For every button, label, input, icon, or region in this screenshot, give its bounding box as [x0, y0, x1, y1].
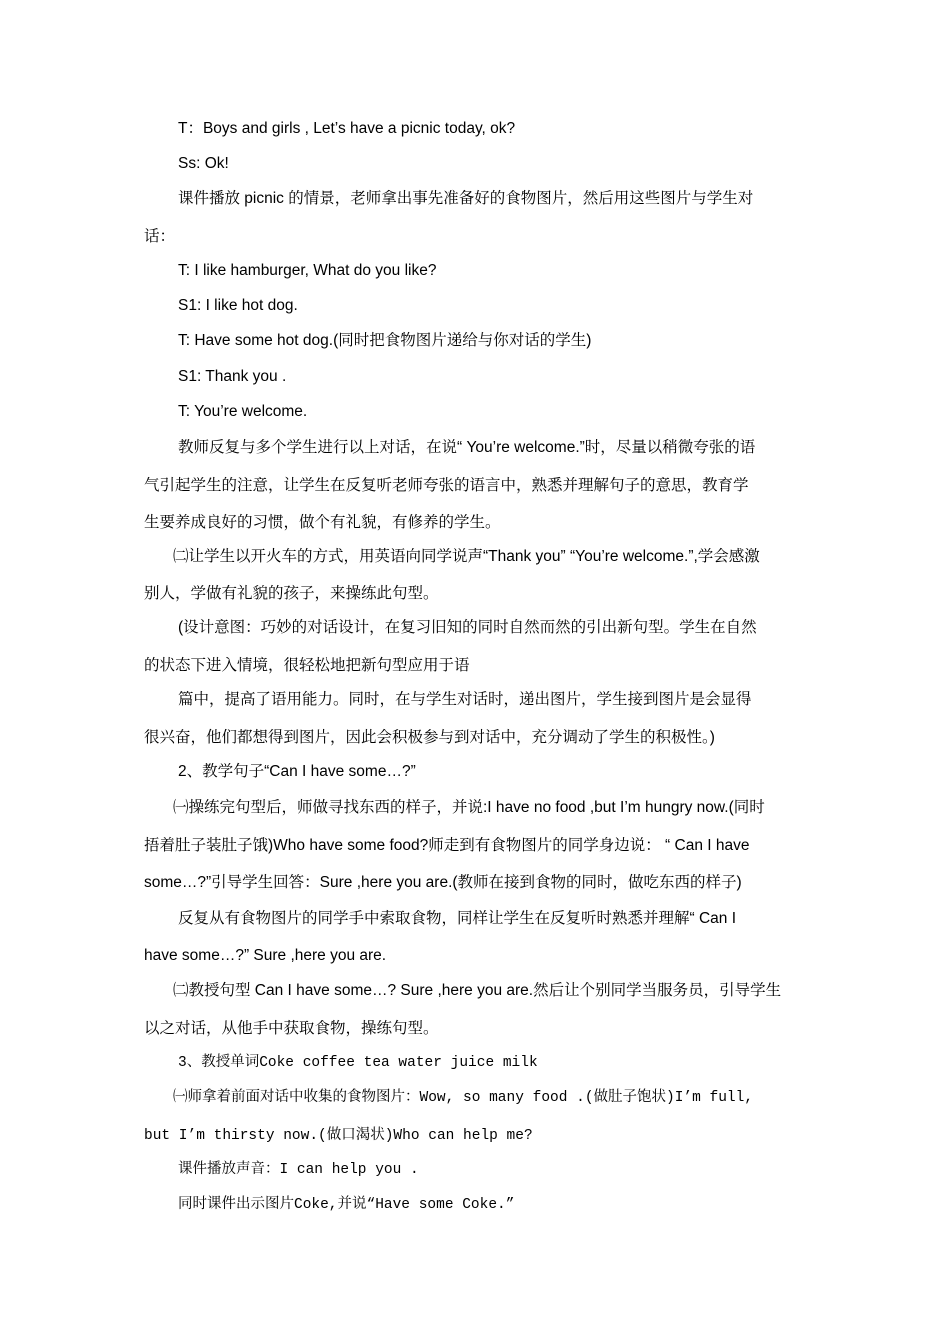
paragraph-line: ㈠师拿着前面对话中收集的食物图片：Wow, so many food .(做肚子饱状)I’m full,: [173, 1090, 754, 1106]
paragraph-line: (设计意图：巧妙的对话设计，在复习旧知的同时自然而然的引出新句型。学生在自然: [178, 619, 757, 636]
paragraph-line: 捂着肚子装肚子饿)Who have some food?师走到有食物图片的同学身边说： “ Can I have: [144, 837, 750, 854]
paragraph-line: 的状态下进入情境，很轻松地把新句型应用于语: [144, 657, 470, 674]
paragraph-line: 别人，学做有礼貌的孩子，来操练此句型。: [144, 585, 439, 602]
paragraph-line: 生要养成良好的习惯，做个有礼貌，有修养的学生。: [144, 514, 501, 531]
paragraph-line: but I’m thirsty now.(做口渴状)Who can help me?: [144, 1128, 533, 1144]
dialogue-line: T: Have some hot dog.(同时把食物图片递给与你对话的学生): [178, 332, 592, 349]
paragraph-line: 很兴奋，他们都想得到图片，因此会积极参与到对话中，充分调动了学生的积极性。): [144, 729, 715, 746]
paragraph-line: 教师反复与多个学生进行以上对话，在说“ You’re welcome.”时，尽量以稍微夸张的语: [178, 439, 756, 456]
dialogue-line: T: You’re welcome.: [178, 403, 308, 420]
paragraph-line: 课件播放声音：I can help you .: [178, 1162, 419, 1178]
paragraph-line: some…?”引导学生回答：Sure ,here you are.(教师在接到食物的同时，做吃东西的样子): [144, 874, 742, 891]
dialogue-line: S1: Thank you .: [178, 368, 287, 385]
paragraph-line: 同时课件出示图片Coke,并说“Have some Coke.”: [178, 1197, 515, 1213]
dialogue-line: S1: I like hot dog.: [178, 297, 298, 314]
paragraph-line: 气引起学生的注意，让学生在反复听老师夸张的语言中，熟悉并理解句子的意思，教育学: [144, 477, 749, 494]
paragraph-line: 篇中，提高了语用能力。同时，在与学生对话时，递出图片，学生接到图片是会显得: [178, 691, 752, 708]
paragraph-line: have some…?” Sure ,here you are.: [144, 947, 387, 964]
paragraph-line: 反复从有食物图片的同学手中索取食物，同样让学生在反复听时熟悉并理解“ Can I: [178, 910, 737, 927]
paragraph-line: ㈠操练完句型后，师做寻找东西的样子，并说:I have no food ,but I’m hungry now.(同时: [173, 799, 765, 816]
dialogue-line: T: I like hamburger, What do you like?: [178, 262, 437, 279]
paragraph-line: ㈡让学生以开火车的方式，用英语向同学说声“Thank you” “You’re welcome.”,学会感激: [173, 548, 760, 565]
paragraph-line: ㈡教授句型 Can I have some…? Sure ,here you are.然后让个别同学当服务员，引导学生: [173, 982, 782, 999]
dialogue-line: Ss: Ok!: [178, 155, 229, 172]
dialogue-line: T：Boys and girls , Let’s have a picnic today, ok?: [178, 120, 516, 137]
section-heading: 2、教学句子“Can I have some…?”: [178, 763, 416, 780]
paragraph-line: 话：: [144, 228, 176, 245]
paragraph-line: 以之对话，从他手中获取食物，操练句型。: [144, 1020, 439, 1037]
section-heading: 3、教授单词Coke coffee tea water juice milk: [178, 1055, 538, 1071]
paragraph-line: 课件播放 picnic 的情景，老师拿出事先准备好的食物图片，然后用这些图片与学生对: [178, 190, 754, 207]
